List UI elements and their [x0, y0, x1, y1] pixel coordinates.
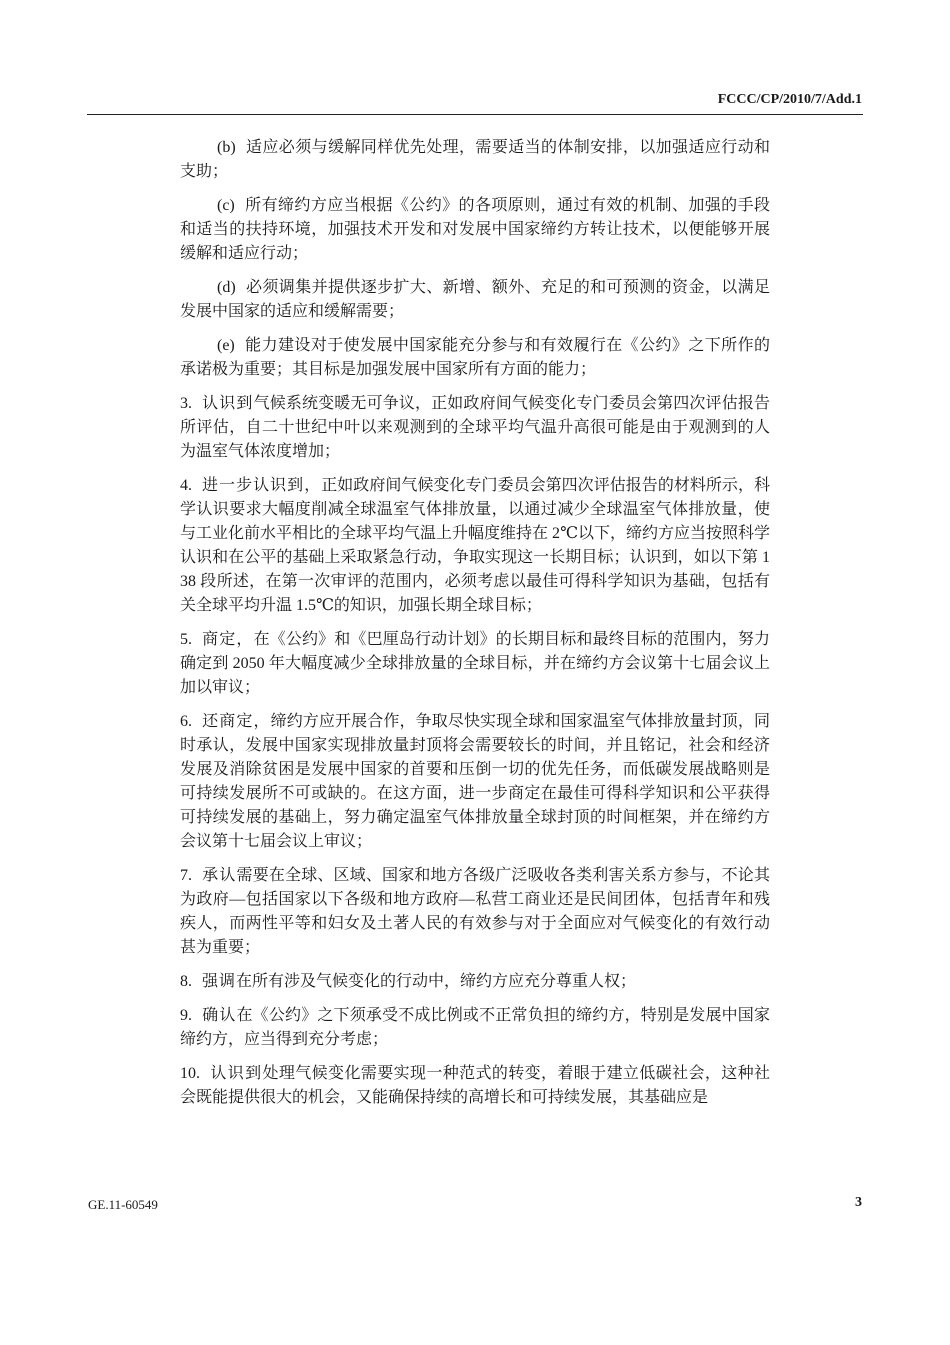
paragraph-text: 在《公约》之下须承受不成比例或不正常负担的缔约方，特别是发展中国家缔约方，应当得到充分考虑； — [180, 1007, 770, 1048]
paragraph-5 — [180, 628, 770, 700]
subparagraph-e — [180, 334, 770, 382]
page-number: 3 — [855, 1195, 862, 1210]
paragraph-9 — [180, 1004, 770, 1052]
paragraph-text: 在《公约》和《巴厘岛行动计划》的长期目标和最终目标的范围内，努力确定到 2050 年大幅度减少全球排放量的全球目标，并在缔约方会议第十七届会议上加以审议； — [180, 631, 770, 696]
paragraph-3 — [180, 392, 770, 464]
paragraph-keyword: 进一步认识到， — [202, 477, 322, 494]
paragraph-text: 气候系统变暖无可争议，正如政府间气候变化专门委员会第四次评估报告所评估，自二十世纪中叶以来观测到的全球平均气温升高很可能是由于观测到的人为温室气体浓度增加； — [180, 395, 770, 460]
paragraph-keyword: 商定， — [202, 631, 254, 648]
paragraph-10 — [180, 1062, 770, 1110]
paragraph-keyword: 认识到 — [210, 1065, 263, 1082]
paragraph-keyword: 认识到 — [202, 395, 254, 412]
header-divider — [87, 114, 863, 115]
paragraph-7 — [180, 864, 770, 960]
paragraph-keyword: 确认 — [202, 1007, 237, 1024]
paragraph-text: 缔约方应开展合作，争取尽快实现全球和国家温室气体排放量封顶，同时承认，发展中国家实现排放量封顶将会需要较长的时间，并且铭记，社会和经济发展及消除贫困是发展中国家的首要和压倒一切的优先任务，而低碳发展战略则是可持续发展所不可或缺的。在这方面，进一步商定在最佳可得科学知识和公平获得可持续发展的基础上，努力确定温室气体排放量全球封顶的时间框架，并在缔约方会议第十七届会议上审议； — [180, 713, 770, 850]
document-body — [180, 136, 770, 1120]
subparagraph-d — [180, 276, 770, 324]
paragraph-text: 处理气候变化需要实现一种范式的转变，着眼于建立低碳社会，这种社会既能提供很大的机会，又能确保持续的高增长和可持续发展，其基础应是 — [180, 1065, 770, 1106]
paragraph-number: 9. — [180, 1007, 192, 1024]
paragraph-4 — [180, 474, 770, 618]
document-symbol: FCCC/CP/2010/7/Add.1 — [717, 92, 862, 107]
document-number: GE.11-60549 — [88, 1197, 158, 1212]
subparagraph-c — [180, 194, 770, 266]
paragraph-number: 4. — [180, 477, 192, 494]
paragraph-text: 在所有涉及气候变化的行动中，缔约方应充分尊重人权； — [236, 973, 637, 990]
subparagraph-text: 适应必须与缓解同样优先处理，需要适当的体制安排，以加强适应行动和支助； — [180, 139, 770, 180]
paragraph-keyword: 承认 — [202, 867, 237, 884]
paragraph-number: 5. — [180, 631, 192, 648]
paragraph-8 — [180, 970, 770, 994]
paragraph-text: 需要在全球、区域、国家和地方各级广泛吸收各类利害关系方参与，不论其为政府—包括国家以下各级和地方政府—私营工商业还是民间团体，包括青年和残疾人，而两性平等和妇女及土著人民的有效参与对于全面应对气候变化的有效行动甚为重要； — [180, 867, 770, 956]
paragraph-number: 6. — [180, 713, 192, 730]
paragraph-keyword: 还商定， — [202, 713, 271, 730]
paragraph-number: 10. — [180, 1065, 200, 1082]
subparagraph-b — [180, 136, 770, 184]
subparagraph-text: 所有缔约方应当根据《公约》的各项原则，通过有效的机制、加强的手段和适当的扶持环境，加强技术开发和对发展中国家缔约方转让技术，以便能够开展缓解和适应行动； — [180, 197, 770, 262]
subparagraph-label: (d) — [217, 279, 236, 296]
paragraph-6 — [180, 710, 770, 854]
subparagraph-label: (b) — [217, 139, 236, 156]
subparagraph-text: 能力建设对于使发展中国家能充分参与和有效履行在《公约》之下所作的承诺极为重要；其目标是加强发展中国家所有方面的能力； — [180, 337, 770, 378]
paragraph-number: 8. — [180, 973, 192, 990]
paragraph-text: 正如政府间气候变化专门委员会第四次评估报告的材料所示，科学认识要求大幅度削减全球温室气体排放量，以通过减少全球温室气体排放量，使与工业化前水平相比的全球平均气温上升幅度维持在 2℃以下，缔约方应当按照科学认识和在公平的基础上采取紧急行动，争取实现这一长期目标；认识到，如以下第 138 段所述，在第一次审评的范围内，必须考虑以最佳可得科学知识为基础，包括有关全球平均升温 1.5℃的知识，加强长期全球目标； — [180, 477, 770, 614]
paragraph-number: 7. — [180, 867, 192, 884]
subparagraph-label: (e) — [217, 337, 235, 354]
paragraph-keyword: 强调 — [202, 973, 237, 990]
paragraph-number: 3. — [180, 395, 192, 412]
subparagraph-label: (c) — [217, 197, 235, 214]
subparagraph-text: 必须调集并提供逐步扩大、新增、额外、充足的和可预测的资金，以满足发展中国家的适应和缓解需要； — [180, 279, 770, 320]
